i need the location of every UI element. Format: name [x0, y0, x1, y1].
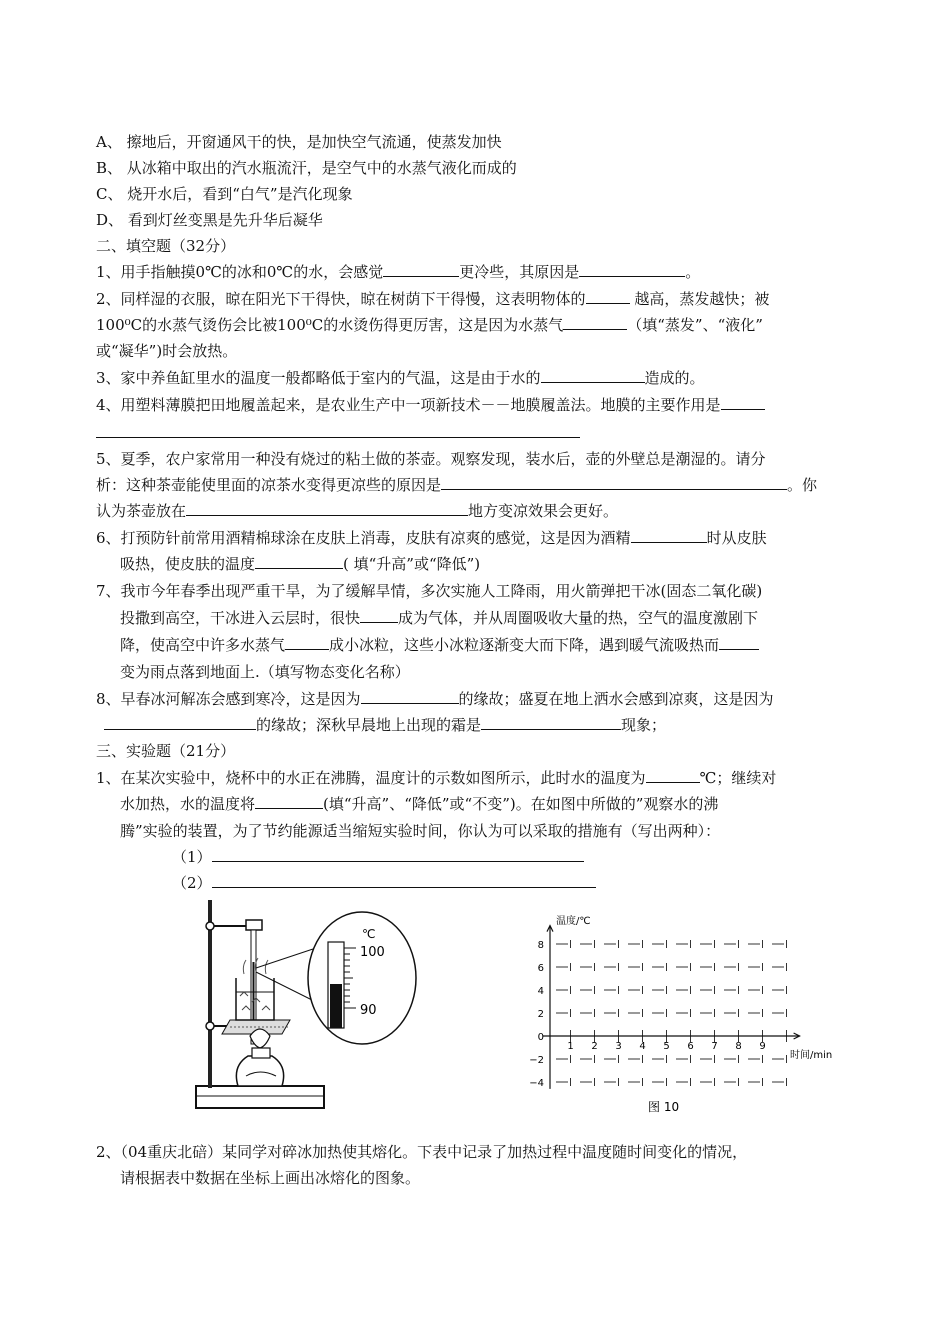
- question-2-1: 1、用手指触摸0℃的冰和0℃的水，会感觉 更冷些，其原因是 。: [96, 263, 701, 281]
- y-tick-label: 2: [537, 1009, 544, 1020]
- option-a: A、 擦地后，开窗通风干的快，是加快空气流通，使蒸发加快: [96, 133, 502, 151]
- flame: [250, 1029, 270, 1048]
- answer-blank[interactable]: [631, 528, 707, 543]
- answer-blank[interactable]: [721, 395, 765, 410]
- temperature-time-chart: [500, 908, 833, 1120]
- answer-blank[interactable]: [360, 608, 398, 623]
- answer-blank[interactable]: [255, 794, 323, 809]
- x-tick-label: 1: [567, 1041, 574, 1052]
- question-2-7-line1: 7、我市今年春季出现严重干旱，为了缓解旱情，多次实施人工降雨，用火箭弹把干冰(固态二氧化碳): [96, 582, 763, 600]
- chart-grid: [556, 940, 790, 1086]
- question-3-1-line3: 腾”实验的装置，为了节约能源适当缩短实验时间，你认为可以采取的措施有（写出两种）：: [120, 822, 721, 840]
- x-tick-label: 4: [639, 1041, 646, 1052]
- question-2-4: 4、用塑料薄膜把田地履盖起来，是农业生产中一项新技术－－地膜履盖法。地膜的主要作用是: [96, 394, 765, 416]
- measure-2: （2）: [172, 872, 596, 894]
- answer-blank[interactable]: [361, 689, 459, 704]
- boiling-apparatus-figure: [190, 892, 490, 1124]
- question-2-5-line2: 析：这种茶壶能使里面的凉茶水变得更凉些的原因是 。你: [96, 476, 818, 494]
- question-2-2-line3: 或“凝华”)时会放热。: [96, 342, 238, 360]
- answer-blank[interactable]: [579, 262, 685, 277]
- answer-blank[interactable]: [441, 475, 787, 490]
- y-tick-label: 0: [537, 1032, 544, 1043]
- option-c: C、 烧开水后，看到“白气”是汽化现象: [96, 185, 353, 203]
- thermometer-90-label: 90: [360, 1003, 377, 1018]
- thermometer-100-label: 100: [360, 945, 385, 960]
- question-3-1-line2: 水加热，水的温度将 (填“升高”、“降低”或“不变”)。在如图中所做的”观察水的沸: [120, 795, 719, 813]
- answer-blank[interactable]: [586, 289, 630, 304]
- figure-caption: 图 10: [648, 1100, 680, 1114]
- y-axis-label: 温度/℃: [556, 916, 591, 927]
- answer-blank[interactable]: [255, 554, 343, 569]
- answer-blank[interactable]: [481, 715, 621, 730]
- x-axis-label: 时间/min: [790, 1050, 833, 1061]
- answer-blank[interactable]: [541, 368, 645, 383]
- answer-line[interactable]: [96, 437, 580, 438]
- question-2-6-line1: 6、打预防针前常用酒精棉球涂在皮肤上消毒，皮肤有凉爽的感觉，这是因为酒精 时从皮肤: [96, 529, 767, 547]
- question-3-1-line1: 1、在某次实验中，烧杯中的水正在沸腾，温度计的示数如图所示，此时水的温度为 ℃；继续对: [96, 769, 777, 787]
- question-2-8-line1: 8、早春冰河解冻会感到寒冷，这是因为 的缘故；盛夏在地上洒水会感到凉爽，这是因为: [96, 690, 774, 708]
- y-tick-label: 6: [537, 963, 544, 974]
- alcohol-lamp: [236, 1056, 283, 1086]
- y-tick-label: −4: [529, 1078, 544, 1089]
- x-tick-label: 6: [687, 1041, 694, 1052]
- answer-blank[interactable]: [383, 262, 459, 277]
- question-2-8-line2: 的缘故；深秋早晨地上出现的霜是 现象；: [104, 714, 666, 736]
- thermometer-unit: ℃: [362, 927, 376, 941]
- option-b: B、 从冰箱中取出的汽水瓶流汗，是空气中的水蒸气液化而成的: [96, 159, 517, 177]
- question-2-3: 3、家中养鱼缸里水的温度一般都略低于室内的气温，这是由于水的 造成的。: [96, 369, 705, 387]
- chart-axes: [543, 926, 800, 1089]
- x-tick-label: 5: [663, 1041, 670, 1052]
- section2-heading: 二、填空题（32分）: [96, 237, 236, 255]
- x-tick-label: 8: [735, 1041, 742, 1052]
- question-2-7-line2: 投撒到高空，干冰进入云层时，很快 成为气体，并从周圈吸收大量的热，空气的温度激剧下: [120, 609, 759, 627]
- question-2-2-line2: 100⁰C的水蒸气烫伤会比被100⁰C的水烫伤得更厉害，这是因为水蒸气 （填“蒸发”、“液化”: [96, 316, 763, 334]
- question-2-2-line1: 2、同样湿的衣服，晾在阳光下干得快，晾在树荫下干得慢，这表明物体的 越高，蒸发越快；被: [96, 290, 770, 308]
- answer-blank[interactable]: [186, 501, 468, 516]
- y-tick-label: 8: [537, 940, 544, 951]
- y-tick-label: −2: [529, 1055, 544, 1066]
- answer-blank[interactable]: [646, 768, 700, 783]
- section3-heading: 三、实验题（21分）: [96, 742, 236, 760]
- answer-blank[interactable]: [212, 847, 584, 862]
- option-d: D、 看到灯丝变黑是先升华后凝华: [96, 211, 323, 229]
- question-2-7-line3: 降，使高空中许多水蒸气 成小冰粒，这些小冰粒逐渐变大而下降，遇到暖气流吸热而: [120, 634, 759, 656]
- x-tick-label: 2: [591, 1041, 598, 1052]
- question-2-5-line1: 5、夏季，农户家常用一种没有烧过的粘土做的茶壶。观察发现，装水后，壶的外壁总是潮湿的。请分: [96, 450, 766, 468]
- stand-base: [196, 1086, 324, 1108]
- question-2-7-line4: 变为雨点落到地面上.（填写物态变化名称）: [120, 663, 410, 681]
- answer-blank[interactable]: [104, 715, 256, 730]
- x-tick-label: 9: [759, 1041, 766, 1052]
- question-3-2-line1: 2、（04重庆北碚）某同学对碎冰加热使其熔化。下表中记录了加热过程中温度随时间变化的情况，: [96, 1143, 748, 1161]
- mercury-column: [330, 984, 342, 1028]
- x-tick-label: 3: [615, 1041, 622, 1052]
- measure-1: （1）: [172, 846, 584, 868]
- answer-blank[interactable]: [212, 873, 596, 888]
- question-3-2-line2: 请根据表中数据在坐标上画出冰熔化的图象。: [120, 1169, 421, 1187]
- answer-blank[interactable]: [285, 635, 329, 650]
- x-tick-label: 7: [711, 1041, 718, 1052]
- question-2-5-line3: 认为茶壶放在 地方变凉效果会更好。: [96, 502, 619, 520]
- chart-ticks: [529, 940, 765, 1089]
- answer-blank[interactable]: [719, 635, 759, 650]
- y-tick-label: 4: [537, 986, 544, 997]
- question-2-6-line2: 吸热，使皮肤的温度 ( 填“升高”或“降低”): [120, 555, 481, 573]
- answer-blank[interactable]: [563, 315, 627, 330]
